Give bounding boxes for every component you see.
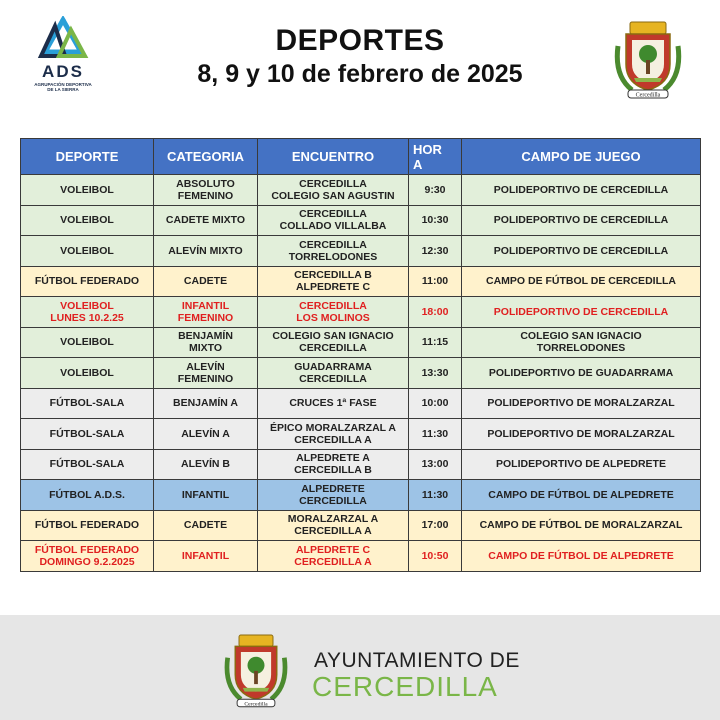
ads-logo-letters: ADS xyxy=(42,62,84,81)
cell-encuentro-line2: CERCEDILLA A xyxy=(294,433,372,446)
cell-deporte xyxy=(21,327,154,358)
crest-label: Cercedilla xyxy=(635,92,661,99)
cell-campo-line1: CAMPO DE FÚTBOL DE CERCEDILLA xyxy=(486,275,676,288)
cell-deporte xyxy=(21,205,154,236)
cell-encuentro xyxy=(258,449,409,480)
cell-deporte xyxy=(21,358,154,389)
cell-campo-line2: TORRELODONES xyxy=(536,342,626,355)
cell-deporte xyxy=(21,541,154,572)
cell-categoria-line1: ALEVÍN B xyxy=(180,458,230,471)
header-hora-line2: A xyxy=(413,156,423,172)
table-row xyxy=(21,358,701,389)
cell-categoria xyxy=(154,480,258,511)
cell-hora-line1: 11:30 xyxy=(421,488,449,501)
table-row xyxy=(21,205,701,236)
cell-deporte-line2: LUNES 10.2.25 xyxy=(50,311,124,324)
cell-campo xyxy=(462,327,701,358)
header-encuentro: ENCUENTRO xyxy=(258,139,409,175)
cell-encuentro-line2: CERCEDILLA B xyxy=(294,464,372,477)
table-row xyxy=(21,175,701,206)
cell-categoria-line1: CADETE xyxy=(183,275,228,288)
cell-campo-line1: POLIDEPORTIVO DE ALPEDRETE xyxy=(496,458,666,471)
cell-encuentro-line2: CERCEDILLA xyxy=(299,372,367,385)
cell-categoria xyxy=(154,388,258,419)
cell-campo xyxy=(462,297,701,328)
cell-deporte xyxy=(21,510,154,541)
cell-deporte xyxy=(21,175,154,206)
cell-encuentro xyxy=(258,297,409,328)
header-deporte: DEPORTE xyxy=(21,139,154,175)
cell-campo xyxy=(462,449,701,480)
header-campo: CAMPO DE JUEGO xyxy=(462,139,701,175)
cell-encuentro xyxy=(258,236,409,267)
header-hora-line1: HOR xyxy=(413,141,442,157)
cell-hora-line1: 10:30 xyxy=(421,214,449,227)
cell-encuentro xyxy=(258,327,409,358)
cell-categoria xyxy=(154,205,258,236)
cell-deporte xyxy=(21,266,154,297)
cell-campo xyxy=(462,419,701,450)
cell-campo-line1: CAMPO DE FÚTBOL DE ALPEDRETE xyxy=(488,549,674,562)
cell-deporte xyxy=(21,236,154,267)
cell-hora xyxy=(409,236,462,267)
cell-encuentro-line2: COLLADO VILLALBA xyxy=(279,220,387,233)
cell-categoria-line1: BENJAMÍN xyxy=(178,330,233,343)
cell-campo xyxy=(462,510,701,541)
cercedilla-crest-icon xyxy=(612,16,684,100)
cercedilla-crest-footer-icon xyxy=(222,629,290,709)
cell-deporte-line1: FÚTBOL-SALA xyxy=(49,427,125,440)
cell-categoria-line2: FEMENINO xyxy=(177,311,234,324)
cell-deporte xyxy=(21,449,154,480)
cell-deporte-line1: VOLEIBOL xyxy=(60,366,114,379)
cell-deporte-line1: VOLEIBOL xyxy=(60,244,114,257)
cell-encuentro-line1: MORALZARZAL A xyxy=(287,513,379,526)
page-title: DEPORTES xyxy=(275,24,445,57)
cell-campo-line1: POLIDEPORTIVO DE CERCEDILLA xyxy=(493,305,669,318)
cell-encuentro-line2: CERCEDILLA A xyxy=(294,525,372,538)
cell-campo-line1: POLIDEPORTIVO DE MORALZARZAL xyxy=(487,397,675,410)
cell-categoria-line1: INFANTIL xyxy=(181,299,230,312)
cell-encuentro xyxy=(258,388,409,419)
cell-hora xyxy=(409,175,462,206)
cell-encuentro xyxy=(258,480,409,511)
footer-cercedilla: CERCEDILLA xyxy=(312,671,498,702)
cell-hora-line1: 10:50 xyxy=(421,549,449,562)
cell-encuentro-line1: GUADARRAMA xyxy=(294,360,372,373)
cell-encuentro-line2: CERCEDILLA xyxy=(299,494,367,507)
cell-deporte-line1: FÚTBOL-SALA xyxy=(49,397,125,410)
cell-deporte-line1: VOLEIBOL xyxy=(60,336,114,349)
table-row xyxy=(21,449,701,480)
cell-encuentro-line1: CERCEDILLA xyxy=(299,238,367,251)
cell-encuentro-line2: COLEGIO SAN AGUSTIN xyxy=(271,189,395,202)
table-row xyxy=(21,297,701,328)
ads-logo-subtitle-2: DE LA SIERRA xyxy=(47,87,79,92)
cell-hora xyxy=(409,327,462,358)
cell-campo xyxy=(462,266,701,297)
cell-encuentro-line2: LOS MOLINOS xyxy=(296,311,370,324)
cell-categoria-line1: INFANTIL xyxy=(181,488,230,501)
cell-hora-line1: 13:00 xyxy=(421,458,449,471)
schedule-table xyxy=(20,138,701,572)
cell-hora-line1: 9:30 xyxy=(424,183,446,196)
cell-hora xyxy=(409,541,462,572)
cell-encuentro xyxy=(258,419,409,450)
cell-encuentro-line1: ALPEDRETE C xyxy=(295,543,371,556)
cell-encuentro xyxy=(258,358,409,389)
cell-categoria-line1: BENJAMÍN A xyxy=(173,397,238,410)
cell-deporte-line1: VOLEIBOL xyxy=(60,214,114,227)
cell-categoria xyxy=(154,327,258,358)
cell-encuentro-line2: CERCEDILLA A xyxy=(294,555,372,568)
cell-deporte xyxy=(21,480,154,511)
cell-hora xyxy=(409,358,462,389)
cell-categoria-line1: INFANTIL xyxy=(181,549,230,562)
cell-hora xyxy=(409,480,462,511)
cell-encuentro xyxy=(258,510,409,541)
table-header-row xyxy=(21,139,701,175)
table-row xyxy=(21,236,701,267)
cell-campo xyxy=(462,175,701,206)
cell-hora-line1: 12:30 xyxy=(421,244,449,257)
cell-categoria-line1: ALEVÍN A xyxy=(181,427,230,440)
cell-categoria xyxy=(154,449,258,480)
cell-encuentro-line1: CRUCES 1ª FASE xyxy=(289,397,377,410)
cell-categoria-line2: FEMENINO xyxy=(177,372,234,385)
cell-hora-line1: 10:00 xyxy=(421,397,449,410)
footer-crest-label: Cercedilla xyxy=(244,701,268,708)
cell-categoria-line1: ABSOLUTO xyxy=(176,177,235,190)
cell-campo-line1: POLIDEPORTIVO DE CERCEDILLA xyxy=(493,244,669,257)
cell-categoria xyxy=(154,236,258,267)
cell-campo xyxy=(462,358,701,389)
cell-encuentro-line1: CERCEDILLA B xyxy=(294,269,372,282)
cell-campo-line1: POLIDEPORTIVO DE CERCEDILLA xyxy=(493,183,669,196)
cell-encuentro-line1: ÉPICO MORALZARZAL A xyxy=(270,421,396,434)
cell-encuentro xyxy=(258,541,409,572)
cell-deporte xyxy=(21,297,154,328)
cell-campo xyxy=(462,205,701,236)
cell-hora xyxy=(409,419,462,450)
cell-encuentro xyxy=(258,205,409,236)
cell-categoria-line1: ALEVÍN MIXTO xyxy=(168,244,243,257)
cell-hora-line1: 11:30 xyxy=(421,427,449,440)
cell-campo-line1: POLIDEPORTIVO DE CERCEDILLA xyxy=(493,214,669,227)
cell-encuentro-line2: ALPEDRETE C xyxy=(295,281,371,294)
page-header xyxy=(0,0,720,135)
cell-hora-line1: 17:00 xyxy=(421,519,449,532)
cell-categoria xyxy=(154,358,258,389)
cell-categoria xyxy=(154,297,258,328)
cell-campo-line1: POLIDEPORTIVO DE GUADARRAMA xyxy=(488,366,674,379)
cell-categoria xyxy=(154,510,258,541)
table-row xyxy=(21,419,701,450)
cell-hora-line1: 11:00 xyxy=(421,275,449,288)
page-footer xyxy=(0,615,720,720)
cell-encuentro-line1: COLEGIO SAN IGNACIO xyxy=(272,330,394,343)
cell-hora xyxy=(409,297,462,328)
cell-deporte xyxy=(21,388,154,419)
page-subtitle: 8, 9 y 10 de febrero de 2025 xyxy=(197,60,523,88)
cell-categoria-line2: MIXTO xyxy=(188,342,223,355)
cell-campo xyxy=(462,480,701,511)
cell-categoria xyxy=(154,419,258,450)
header-hora xyxy=(409,139,462,175)
cell-hora xyxy=(409,266,462,297)
cell-hora xyxy=(409,388,462,419)
cell-categoria xyxy=(154,175,258,206)
cell-encuentro xyxy=(258,266,409,297)
cell-encuentro-line1: CERCEDILLA xyxy=(299,208,367,221)
table-row xyxy=(21,266,701,297)
cell-encuentro xyxy=(258,175,409,206)
cell-hora xyxy=(409,205,462,236)
cell-deporte-line1: FÚTBOL FEDERADO xyxy=(34,543,140,556)
cell-encuentro-line2: CERCEDILLA xyxy=(299,342,367,355)
table-row xyxy=(21,388,701,419)
cell-deporte-line1: VOLEIBOL xyxy=(60,183,114,196)
cell-campo xyxy=(462,236,701,267)
cell-deporte-line1: FÚTBOL A.D.S. xyxy=(49,488,125,501)
header-categoria: CATEGORIA xyxy=(154,139,258,175)
cell-hora xyxy=(409,449,462,480)
cell-deporte-line1: FÚTBOL FEDERADO xyxy=(34,275,140,288)
cell-deporte-line1: VOLEIBOL xyxy=(60,299,114,312)
cell-campo xyxy=(462,388,701,419)
cell-campo-line1: CAMPO DE FÚTBOL DE MORALZARZAL xyxy=(479,519,683,532)
cell-categoria xyxy=(154,266,258,297)
cell-deporte-line1: FÚTBOL-SALA xyxy=(49,458,125,471)
cell-hora-line1: 13:30 xyxy=(421,366,449,379)
cell-categoria-line1: CADETE MIXTO xyxy=(165,214,246,227)
cell-categoria-line1: ALEVÍN xyxy=(186,360,225,373)
cell-deporte-line2: DOMINGO 9.2.2025 xyxy=(39,555,135,568)
cell-hora xyxy=(409,510,462,541)
ads-logo xyxy=(28,16,98,108)
cell-encuentro-line1: ALPEDRETE A xyxy=(296,452,370,465)
cell-campo-line1: COLEGIO SAN IGNACIO xyxy=(520,330,642,343)
cell-categoria-line2: FEMENINO xyxy=(177,189,234,202)
cell-encuentro-line1: ALPEDRETE xyxy=(301,482,365,495)
cell-encuentro-line1: CERCEDILLA xyxy=(299,299,367,312)
cell-deporte-line1: FÚTBOL FEDERADO xyxy=(34,519,140,532)
cell-hora-line1: 11:15 xyxy=(421,336,449,349)
cell-encuentro-line2: TORRELODONES xyxy=(288,250,378,263)
cell-categoria xyxy=(154,541,258,572)
cell-campo xyxy=(462,541,701,572)
footer-ayuntamiento: AYUNTAMIENTO DE xyxy=(314,649,520,672)
cell-categoria-line1: CADETE xyxy=(183,519,228,532)
cell-deporte xyxy=(21,419,154,450)
schedule-table-wrapper xyxy=(20,138,700,572)
cell-encuentro-line1: CERCEDILLA xyxy=(299,177,367,190)
ads-logo-subtitle-1: AGRUPACIÓN DEPORTIVA xyxy=(34,82,92,87)
table-row xyxy=(21,480,701,511)
table-row xyxy=(21,327,701,358)
cell-hora-line1: 18:00 xyxy=(421,305,449,318)
ads-triangle-icon xyxy=(35,16,91,60)
table-row xyxy=(21,510,701,541)
cell-campo-line1: POLIDEPORTIVO DE MORALZARZAL xyxy=(487,427,675,440)
cell-campo-line1: CAMPO DE FÚTBOL DE ALPEDRETE xyxy=(488,488,674,501)
table-row xyxy=(21,541,701,572)
